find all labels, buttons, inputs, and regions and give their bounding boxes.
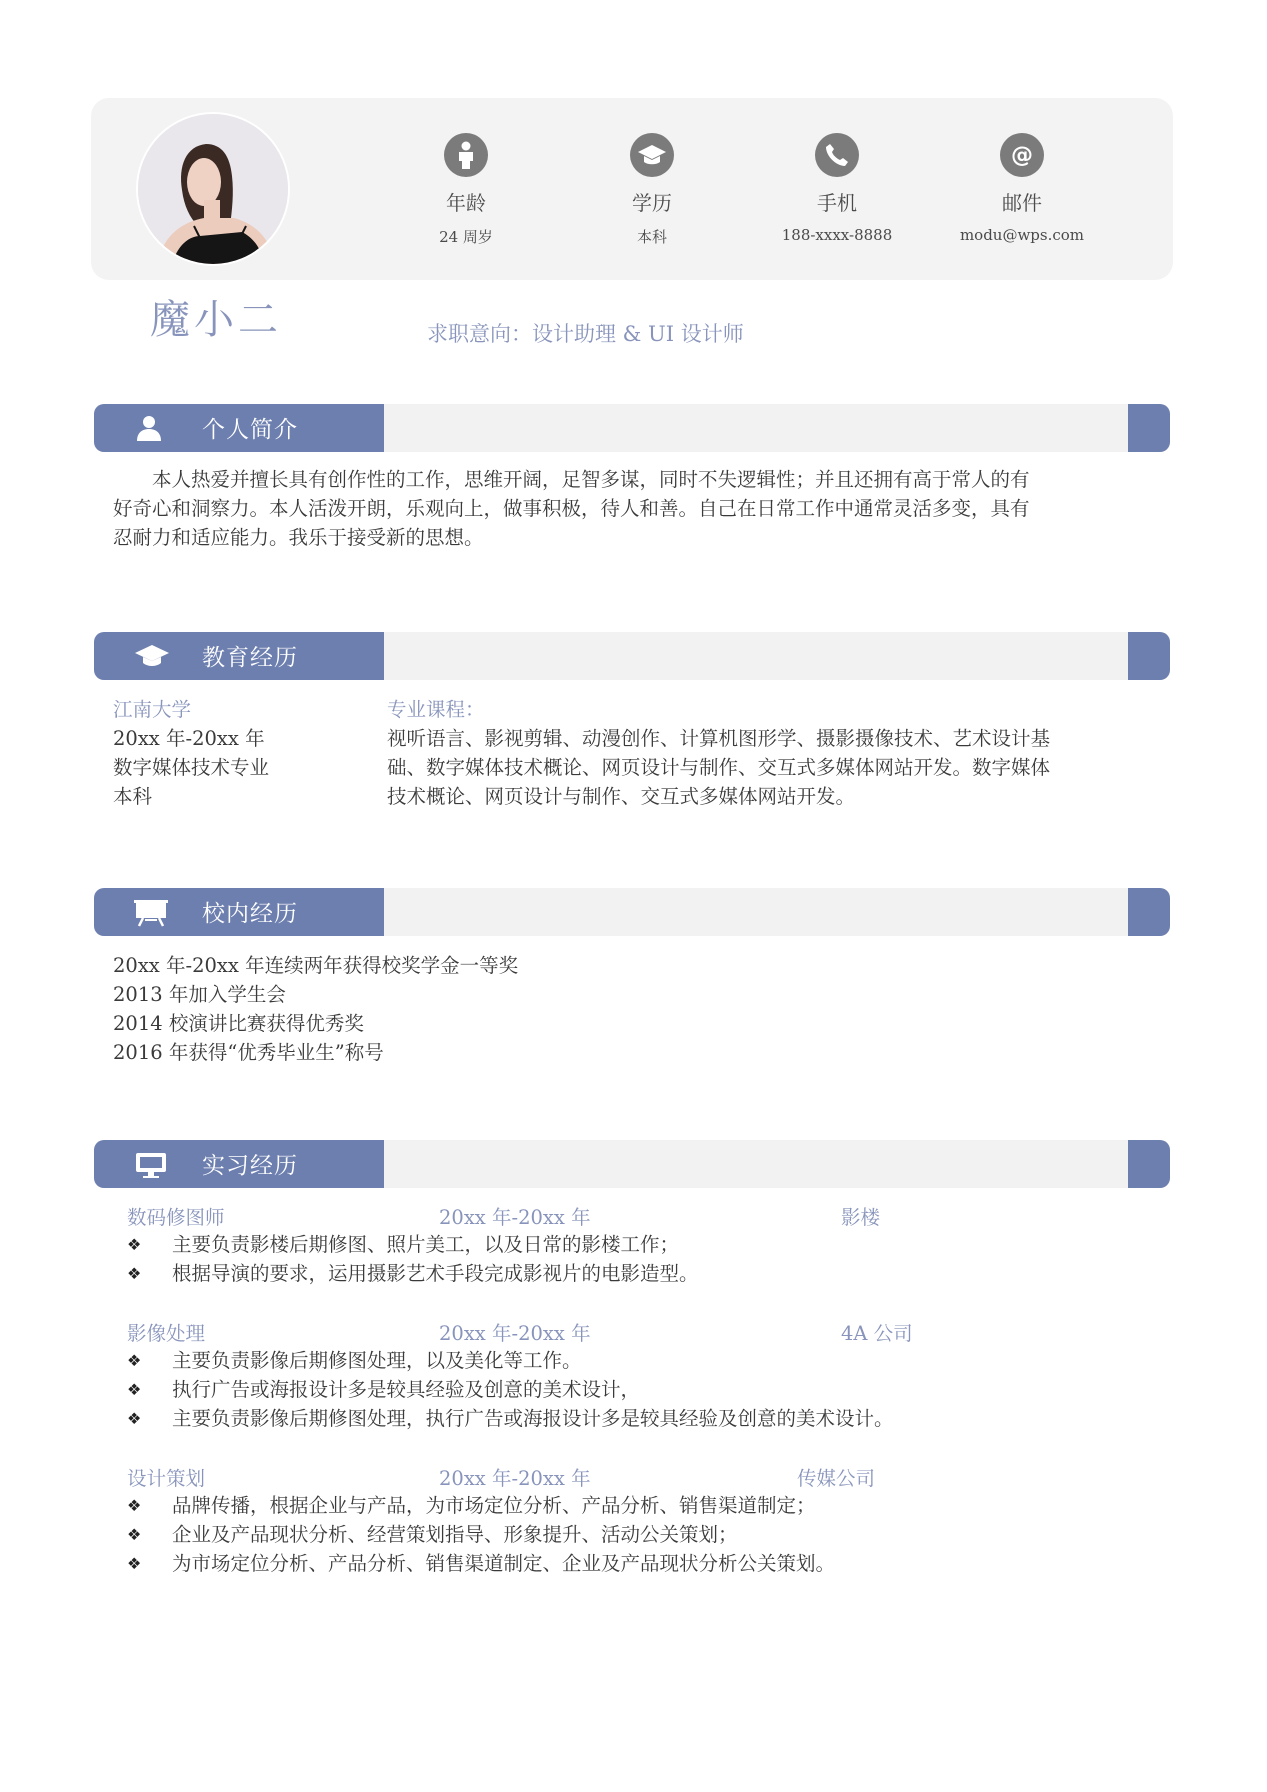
campus-item: 2013 年加入学生会 bbox=[113, 983, 286, 1006]
bullet-icon: ❖ bbox=[127, 1525, 142, 1544]
list-item bbox=[127, 1404, 1167, 1433]
section-title: 实习经历 bbox=[202, 1153, 298, 1179]
campus-item: 2014 校演讲比赛获得优秀奖 bbox=[113, 1012, 364, 1035]
courses-label: 专业课程： bbox=[387, 698, 485, 721]
intro-text bbox=[113, 465, 1153, 552]
education-major: 数字媒体技术专业 bbox=[113, 756, 270, 779]
job-points bbox=[127, 1230, 1167, 1288]
education-label: 学历 bbox=[632, 191, 672, 215]
intro-line: 本人热爱并擅长具有创作性的工作，思维开阔，足智多谋，同时不失逻辑性；并且还拥有高于常人的有 bbox=[152, 468, 1030, 491]
graduation-cap-icon bbox=[134, 643, 164, 669]
job-role: 设计策划 bbox=[127, 1467, 206, 1490]
list-item bbox=[127, 1375, 1167, 1404]
job-points bbox=[127, 1346, 1167, 1433]
section-header-education bbox=[94, 632, 1170, 680]
section-header-internship bbox=[94, 1140, 1170, 1188]
info-age bbox=[381, 133, 551, 247]
list-item bbox=[127, 1549, 1167, 1578]
age-value: 24 周岁 bbox=[439, 228, 493, 246]
job-role: 数码修图师 bbox=[127, 1206, 225, 1229]
courses-line: 视听语言、影视剪辑、动漫创作、计算机图形学、摄影摄像技术、艺术设计基 bbox=[387, 727, 1051, 750]
bullet-icon: ❖ bbox=[127, 1351, 142, 1370]
info-email bbox=[937, 133, 1107, 244]
user-icon bbox=[134, 415, 164, 441]
job-points bbox=[127, 1491, 1167, 1578]
list-item bbox=[127, 1230, 1167, 1259]
education-value: 本科 bbox=[636, 228, 667, 246]
bullet-icon: ❖ bbox=[127, 1380, 142, 1399]
education-period: 20xx 年-20xx 年 bbox=[113, 727, 265, 750]
person-icon bbox=[444, 133, 488, 177]
intro-line: 好奇心和洞察力。本人活泼开朗，乐观向上，做事积极，待人和善。自己在日常工作中通常灵活多变，具有 bbox=[113, 497, 1030, 520]
job-point: 主要负责影楼后期修图、照片美工，以及日常的影楼工作； bbox=[172, 1233, 680, 1256]
info-education bbox=[567, 133, 737, 247]
job-company: 传媒公司 bbox=[797, 1467, 876, 1490]
education-school-block bbox=[113, 695, 363, 811]
campus-list bbox=[113, 951, 913, 1067]
education-degree: 本科 bbox=[113, 785, 153, 808]
list-item bbox=[127, 1491, 1167, 1520]
job-role: 影像处理 bbox=[127, 1322, 206, 1345]
section-header-campus bbox=[94, 888, 1170, 936]
job-period: 20xx 年-20xx 年 bbox=[439, 1322, 591, 1345]
job-company: 4A 公司 bbox=[841, 1322, 913, 1345]
candidate-name: 魔小二 bbox=[150, 297, 282, 343]
job-point: 根据导演的要求，运用摄影艺术手段完成影视片的电影造型。 bbox=[172, 1262, 699, 1285]
section-title: 教育经历 bbox=[202, 645, 298, 671]
job-period: 20xx 年-20xx 年 bbox=[439, 1206, 591, 1229]
courses-line: 技术概论、网页设计与制作、交互式多媒体网站开发。 bbox=[387, 785, 856, 808]
bullet-icon: ❖ bbox=[127, 1409, 142, 1428]
avatar bbox=[138, 114, 288, 264]
job-point: 主要负责影像后期修图处理，执行广告或海报设计多是较具经验及创意的美术设计。 bbox=[172, 1407, 894, 1430]
email-value: modu@wps.com bbox=[959, 226, 1085, 244]
bullet-icon: ❖ bbox=[127, 1264, 142, 1283]
education-courses-block bbox=[387, 695, 1167, 811]
at-icon bbox=[1000, 133, 1044, 177]
job-point: 执行广告或海报设计多是较具经验及创意的美术设计， bbox=[172, 1378, 641, 1401]
monitor-icon bbox=[134, 1151, 164, 1177]
courses-line: 础、数字媒体技术概论、网页设计与制作、交互式多媒体网站开发。数字媒体 bbox=[387, 756, 1051, 779]
job-company: 影楼 bbox=[841, 1206, 881, 1229]
presentation-board-icon bbox=[134, 899, 164, 925]
section-title: 个人简介 bbox=[202, 417, 298, 443]
list-item bbox=[127, 1346, 1167, 1375]
intro-line: 忍耐力和适应能力。我乐于接受新的思想。 bbox=[113, 526, 484, 549]
phone-value: 188-xxxx-8888 bbox=[781, 226, 893, 244]
job-point: 主要负责影像后期修图处理，以及美化等工作。 bbox=[172, 1349, 582, 1372]
section-title: 校内经历 bbox=[202, 901, 298, 927]
svg-text:@: @ bbox=[1011, 143, 1033, 168]
phone-icon bbox=[815, 133, 859, 177]
campus-item: 20xx 年-20xx 年连续两年获得校奖学金一等奖 bbox=[113, 954, 519, 977]
job-point: 企业及产品现状分析、经营策划指导、形象提升、活动公关策划； bbox=[172, 1523, 738, 1546]
list-item bbox=[127, 1520, 1167, 1549]
email-label: 邮件 bbox=[1002, 191, 1042, 215]
list-item bbox=[127, 1259, 1167, 1288]
job-point: 品牌传播，根据企业与产品，为市场定位分析、产品分析、销售渠道制定； bbox=[172, 1494, 816, 1517]
bullet-icon: ❖ bbox=[127, 1554, 142, 1573]
school-name: 江南大学 bbox=[113, 698, 192, 721]
phone-label: 手机 bbox=[817, 191, 857, 215]
info-phone bbox=[752, 133, 922, 244]
bullet-icon: ❖ bbox=[127, 1235, 142, 1254]
graduation-cap-icon bbox=[630, 133, 674, 177]
job-intent: 求职意向：设计助理 & UI 设计师 bbox=[427, 322, 744, 346]
section-header-intro bbox=[94, 404, 1170, 452]
age-label: 年龄 bbox=[446, 191, 486, 215]
job-point: 为市场定位分析、产品分析、销售渠道制定、企业及产品现状分析公关策划。 bbox=[172, 1552, 836, 1575]
bullet-icon: ❖ bbox=[127, 1496, 142, 1515]
campus-item: 2016 年获得“优秀毕业生”称号 bbox=[113, 1041, 384, 1064]
job-period: 20xx 年-20xx 年 bbox=[439, 1467, 591, 1490]
